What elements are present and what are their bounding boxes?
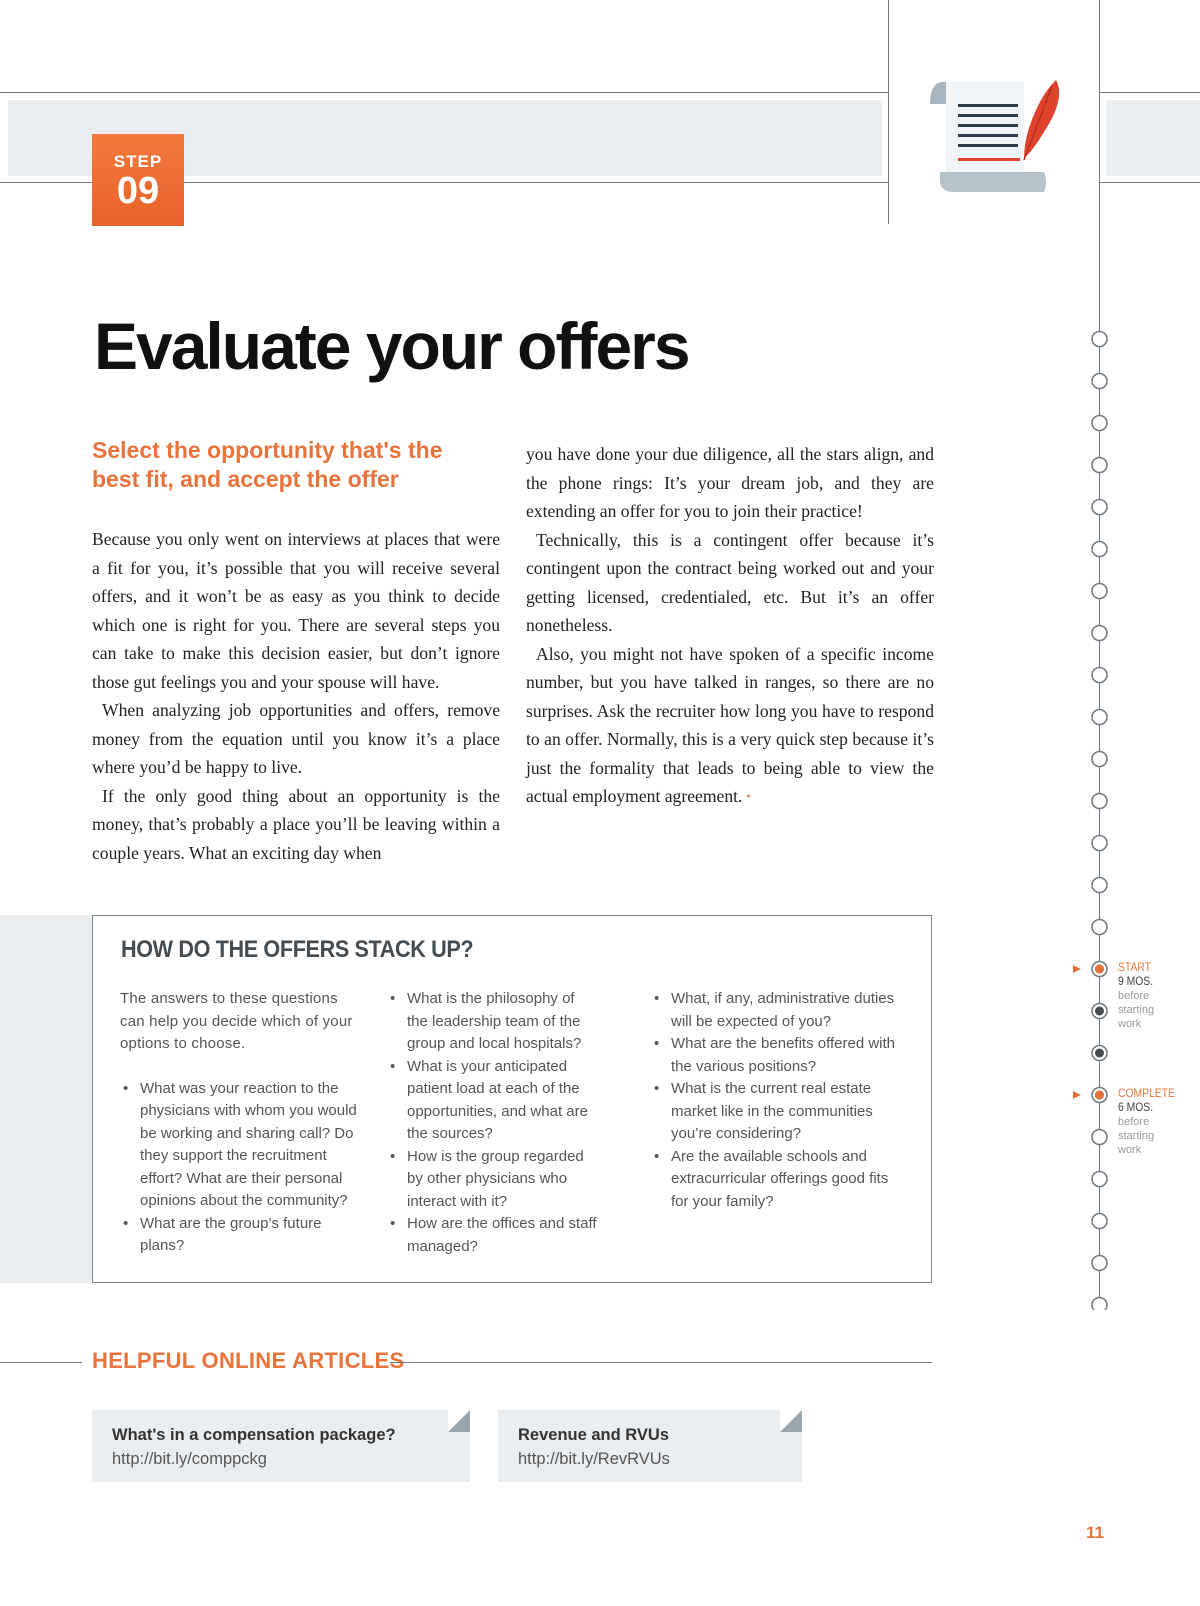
body-paragraph: Also, you might not have spoken of a specific income number, but you have talked in ranges, so there are no surprises. Ask the recruiter how long you have to respond to an offer. Normally, this is a very quick step because it’s just the formality that leads to being able to view the actual employment agreement. (526, 643, 934, 806)
articles-heading: HELPFUL ONLINE ARTICLES (92, 1348, 405, 1373)
timeline-node (1092, 836, 1107, 851)
question-item: • How is the group regarded by other physicians who interact with it? (387, 1146, 597, 1214)
page-fold-icon (780, 1410, 802, 1432)
sidebar-column-1 (120, 988, 365, 1258)
page-title: Evaluate your offers (94, 309, 689, 383)
question-item: • What is your anticipated patient load at each of the opportunities, and what are the sources? (387, 1056, 597, 1146)
timeline-start-note: before (1118, 990, 1150, 1002)
page-number: 11 (1086, 1523, 1104, 1542)
sidebar-title: HOW DO THE OFFERS STACK UP? (121, 936, 474, 963)
body-paragraph: If the only good thing about an opportunity is the money, that’s probably a place you’ll be leaving within a couple years. What an exciting day when (92, 785, 500, 863)
question-item: • What is the current real estate market like in the communities you’re considering? (651, 1078, 896, 1146)
sidebar-column-2 (387, 988, 597, 1258)
timeline-node (1092, 1256, 1107, 1271)
scroll-and-quill-icon (920, 76, 1066, 200)
body-column-left (92, 525, 500, 867)
question-item: • What, if any, administrative duties will be expected of you? (651, 988, 896, 1033)
timeline-node (1092, 332, 1107, 347)
question-item: • How are the offices and staff managed? (387, 1213, 597, 1258)
question-item: • What are the group’s future plans? (120, 1213, 365, 1258)
timeline-complete-note: work (1118, 1144, 1142, 1156)
header-top-rule-right (1099, 92, 1200, 93)
header-top-rule (0, 92, 889, 93)
step-number: 09 (116, 170, 160, 212)
header-bottom-rule-right (1099, 182, 1200, 183)
subhead: Select the opportunity that's the best fit, and accept the offer (92, 437, 443, 492)
body-paragraph: you have done your due diligence, all the stars align, and the phone rings: It’s your dream job, and they are extending an offer for you to join their practice! (526, 444, 934, 521)
timeline-complete-label (1118, 1087, 1181, 1157)
timeline-start-note: work (1118, 1018, 1142, 1030)
timeline-node-active (1095, 1049, 1104, 1058)
end-mark: • (746, 789, 751, 803)
timeline-node (1092, 1298, 1107, 1311)
timeline-node (1092, 458, 1107, 473)
timeline-node (1092, 752, 1107, 767)
timeline-node-active (1095, 1007, 1104, 1016)
timeline-node (1092, 584, 1107, 599)
sidebar-intro: The answers to these questions can help you decide which of your options to choose. (120, 990, 353, 1052)
article-card[interactable] (498, 1410, 802, 1482)
article-link[interactable]: http://bit.ly/RevRVUs (518, 1450, 670, 1468)
timeline-node (1092, 542, 1107, 557)
header-band-right (1106, 100, 1200, 176)
header-bottom-rule (184, 182, 889, 183)
step-badge (92, 134, 184, 226)
timeline-node-start (1095, 965, 1104, 974)
timeline-start-arrow-icon (1073, 965, 1081, 973)
timeline-node (1092, 1130, 1107, 1145)
question-item: • What was your reaction to the physicians with whom you would be working and sharing call? Do they support the recruitment effort? What are their personal opinions about the community? (120, 1078, 365, 1213)
article-title: Revenue and RVUs (518, 1426, 669, 1444)
timeline-start-note: starting (1118, 1004, 1155, 1016)
timeline-node (1092, 794, 1107, 809)
timeline-node (1092, 500, 1107, 515)
articles-rule-left (0, 1362, 82, 1363)
articles-rule-right (390, 1362, 932, 1363)
timeline-start-months: 9 MOS. (1118, 976, 1154, 988)
question-item: • What is the philosophy of the leadership team of the group and local hospitals? (387, 988, 597, 1056)
timeline-node (1092, 626, 1107, 641)
timeline-node (1092, 920, 1107, 935)
timeline-start-label (1118, 961, 1157, 1031)
question-item: • What are the benefits offered with the various positions? (651, 1033, 896, 1078)
timeline-node (1092, 1214, 1107, 1229)
question-item: • Are the available schools and extracurricular offerings good fits for your family? (651, 1146, 896, 1214)
timeline-node (1092, 668, 1107, 683)
timeline-node-complete (1095, 1091, 1104, 1100)
timeline-complete-note: starting (1118, 1130, 1155, 1142)
timeline-complete-note: before (1118, 1116, 1150, 1128)
article-card[interactable] (92, 1410, 470, 1482)
header-divider (888, 0, 889, 224)
timeline-node (1092, 1172, 1107, 1187)
timeline (1080, 320, 1120, 1310)
timeline-node (1092, 878, 1107, 893)
body-column-right (526, 440, 934, 811)
step-label: STEP (113, 152, 163, 171)
header-bottom-rule-left (0, 182, 92, 183)
timeline-node (1092, 710, 1107, 725)
page-fold-icon (448, 1410, 470, 1432)
timeline-node (1092, 416, 1107, 431)
timeline-complete-title: COMPLETE (1118, 1088, 1175, 1100)
article-link[interactable]: http://bit.ly/comppckg (112, 1450, 267, 1468)
offers-sidebar (92, 915, 932, 1283)
timeline-start-title: START (1118, 962, 1151, 974)
body-paragraph: When analyzing job opportunities and offers, remove money from the equation until you know it’s a place where you’d be happy to live. (92, 700, 500, 777)
timeline-complete-months: 6 MOS. (1118, 1102, 1154, 1114)
body-paragraph: Because you only went on interviews at places that were a fit for you, it’s possible that you will receive several offers, and it won’t be as easy as you think to decide which one is right for you. There are several steps you can take to make this decision easier, but don’t ignore those gut feelings you and your spouse will have. (92, 529, 500, 692)
sidebar-side-panel (0, 915, 92, 1283)
body-paragraph: Technically, this is a contingent offer because it’s contingent upon the contract being worked out and your getting licensed, credentialed, etc. But it’s an offer nonetheless. (526, 529, 934, 635)
sidebar-column-3 (651, 988, 896, 1213)
timeline-complete-arrow-icon (1073, 1091, 1081, 1099)
timeline-node (1092, 374, 1107, 389)
article-title: What's in a compensation package? (112, 1426, 396, 1444)
